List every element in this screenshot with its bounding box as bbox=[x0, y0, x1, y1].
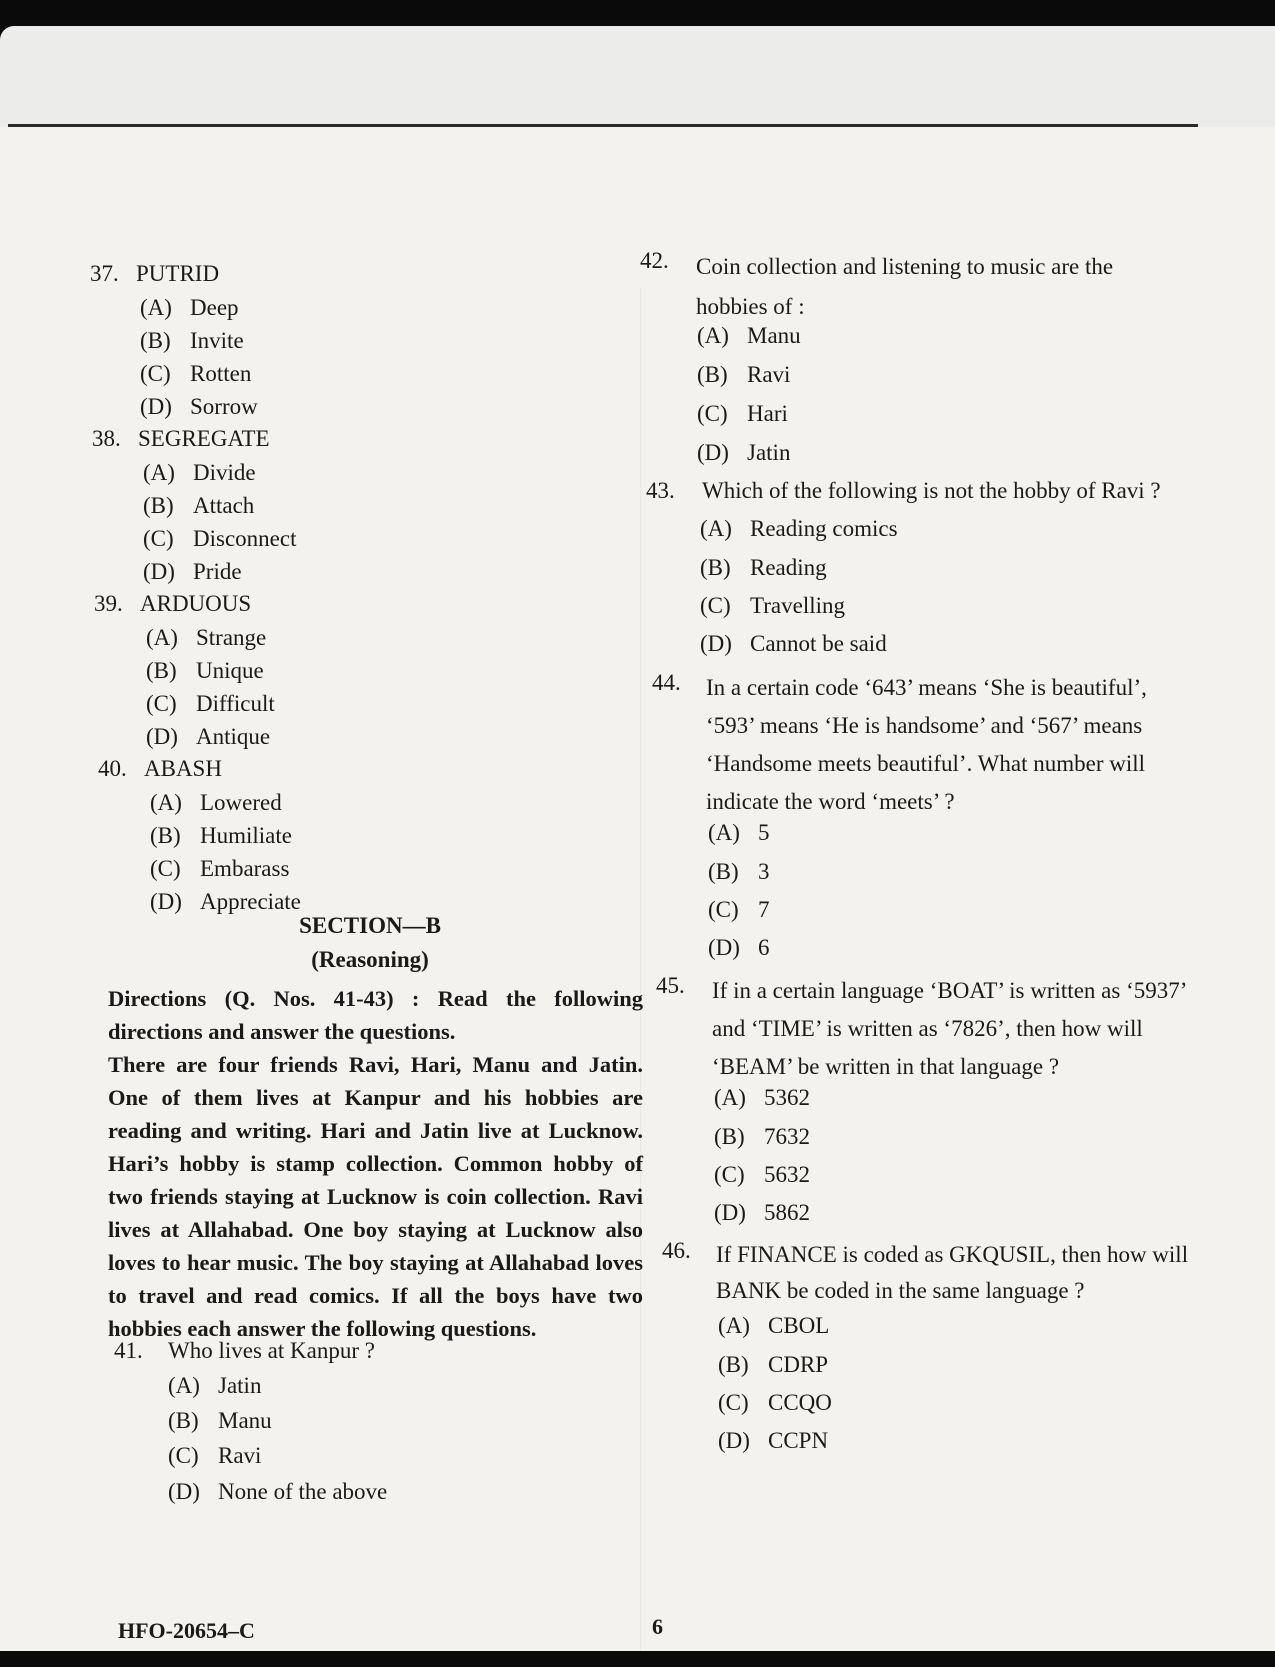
option-42-c: (C) Hari bbox=[697, 401, 788, 426]
option-40-d: (D) Appreciate bbox=[150, 889, 301, 914]
question-stem: ARDUOUS bbox=[140, 591, 252, 616]
option-43-c: (C) Travelling bbox=[700, 593, 845, 618]
question-44 bbox=[652, 669, 1192, 829]
section-title: SECTION—B bbox=[299, 913, 441, 938]
option-41-b: (B) Manu bbox=[168, 1408, 272, 1433]
question-stem: If FINANCE is coded as GKQUSIL, then how will BANK be coded in the same language ? bbox=[716, 1242, 1189, 1303]
option-37-a: (A) Deep bbox=[140, 295, 239, 320]
option-46-c: (C) CCQO bbox=[718, 1390, 832, 1415]
option-43-a: (A) Reading comics bbox=[700, 516, 898, 541]
question-number: 41. bbox=[114, 1338, 143, 1363]
passage-text: There are four friends Ravi, Hari, Manu and Jatin. One of them lives at Kanpur and his hobbies are reading and writing. Hari and Jatin live at Lucknow. Hari’s hobby is stamp collection. Common hobby of two friends staying at Lucknow is coin collection. Ravi lives at Allahabad. One boy staying at Lucknow also loves to hear music. The boy staying at Allahabad loves to travel and read comics. If all the boys have two hobbies each answer the following questions. bbox=[108, 1052, 643, 1341]
question-42 bbox=[640, 247, 1180, 327]
option-38-d: (D) Pride bbox=[143, 559, 242, 584]
option-40-c: (C) Embarass bbox=[150, 856, 290, 881]
directions-text: Directions (Q. Nos. 41-43) : Read the following directions and answer the questions. bbox=[108, 986, 643, 1044]
option-39-d: (D) Antique bbox=[146, 724, 271, 749]
option-40-b: (B) Humiliate bbox=[150, 823, 292, 848]
option-38-c: (C) Disconnect bbox=[143, 526, 297, 551]
option-45-b: (B) 7632 bbox=[714, 1124, 810, 1149]
question-stem: SEGREGATE bbox=[138, 426, 270, 451]
option-38-b: (B) Attach bbox=[143, 493, 255, 518]
page-crease bbox=[640, 287, 641, 1667]
option-41-d: (D) None of the above bbox=[168, 1479, 388, 1504]
option-41-a: (A) Jatin bbox=[168, 1373, 262, 1398]
option-44-c: (C) 7 bbox=[708, 897, 770, 922]
option-37-b: (B) Invite bbox=[140, 328, 244, 353]
option-37-c: (C) Rotten bbox=[140, 361, 252, 386]
option-42-b: (B) Ravi bbox=[697, 362, 791, 387]
question-stem: PUTRID bbox=[136, 261, 220, 286]
question-number: 46. bbox=[662, 1238, 691, 1263]
question-number: 37. bbox=[90, 261, 119, 286]
section-subtitle: (Reasoning) bbox=[311, 947, 429, 972]
option-39-b: (B) Unique bbox=[146, 658, 264, 683]
question-stem: Who lives at Kanpur ? bbox=[168, 1338, 375, 1363]
option-45-a: (A) 5362 bbox=[714, 1085, 810, 1110]
question-stem: If in a certain language ‘BOAT’ is written as ‘5937’ and ‘TIME’ is written as ‘7826’, then how will ‘BEAM’ be written in that language ? bbox=[712, 978, 1186, 1079]
exam-page bbox=[0, 127, 1275, 1651]
question-number: 39. bbox=[94, 591, 123, 616]
option-39-c: (C) Difficult bbox=[146, 691, 275, 716]
option-44-b: (B) 3 bbox=[708, 859, 770, 884]
question-number: 45. bbox=[656, 973, 685, 998]
option-46-b: (B) CDRP bbox=[718, 1352, 829, 1377]
option-39-a: (A) Strange bbox=[146, 625, 267, 650]
question-46 bbox=[662, 1237, 1202, 1317]
option-41-c: (C) Ravi bbox=[168, 1443, 262, 1468]
question-number: 43. bbox=[646, 478, 675, 503]
question-number: 40. bbox=[98, 756, 127, 781]
question-stem: Which of the following is not the hobby of Ravi ? bbox=[702, 478, 1161, 503]
option-43-d: (D) Cannot be said bbox=[700, 631, 887, 656]
option-37-d: (D) Sorrow bbox=[140, 394, 258, 419]
option-38-a: (A) Divide bbox=[143, 460, 256, 485]
option-42-a: (A) Manu bbox=[697, 323, 801, 348]
page-number: 6 bbox=[652, 1614, 663, 1639]
option-42-d: (D) Jatin bbox=[697, 440, 791, 465]
option-45-d: (D) 5862 bbox=[714, 1200, 810, 1225]
option-40-a: (A) Lowered bbox=[150, 790, 282, 815]
question-stem: In a certain code ‘643’ means ‘She is beautiful’, ‘593’ means ‘He is handsome’ and ‘567’ means ‘Handsome meets beautiful’. What number will indicate the word ‘meets’ ? bbox=[706, 675, 1147, 814]
option-44-a: (A) 5 bbox=[708, 820, 770, 845]
question-number: 42. bbox=[640, 248, 669, 273]
option-46-a: (A) CBOL bbox=[718, 1313, 830, 1338]
option-45-c: (C) 5632 bbox=[714, 1162, 810, 1187]
question-number: 38. bbox=[92, 426, 121, 451]
paper-code: HFO-20654–C bbox=[118, 1618, 255, 1643]
directions-block bbox=[108, 982, 643, 1345]
question-number: 44. bbox=[652, 670, 681, 695]
question-stem: Coin collection and listening to music are the hobbies of : bbox=[696, 254, 1114, 319]
option-44-d: (D) 6 bbox=[708, 935, 770, 960]
option-43-b: (B) Reading bbox=[700, 555, 827, 580]
question-45 bbox=[656, 972, 1196, 1092]
option-46-d: (D) CCPN bbox=[718, 1428, 829, 1453]
question-stem: ABASH bbox=[144, 756, 222, 781]
